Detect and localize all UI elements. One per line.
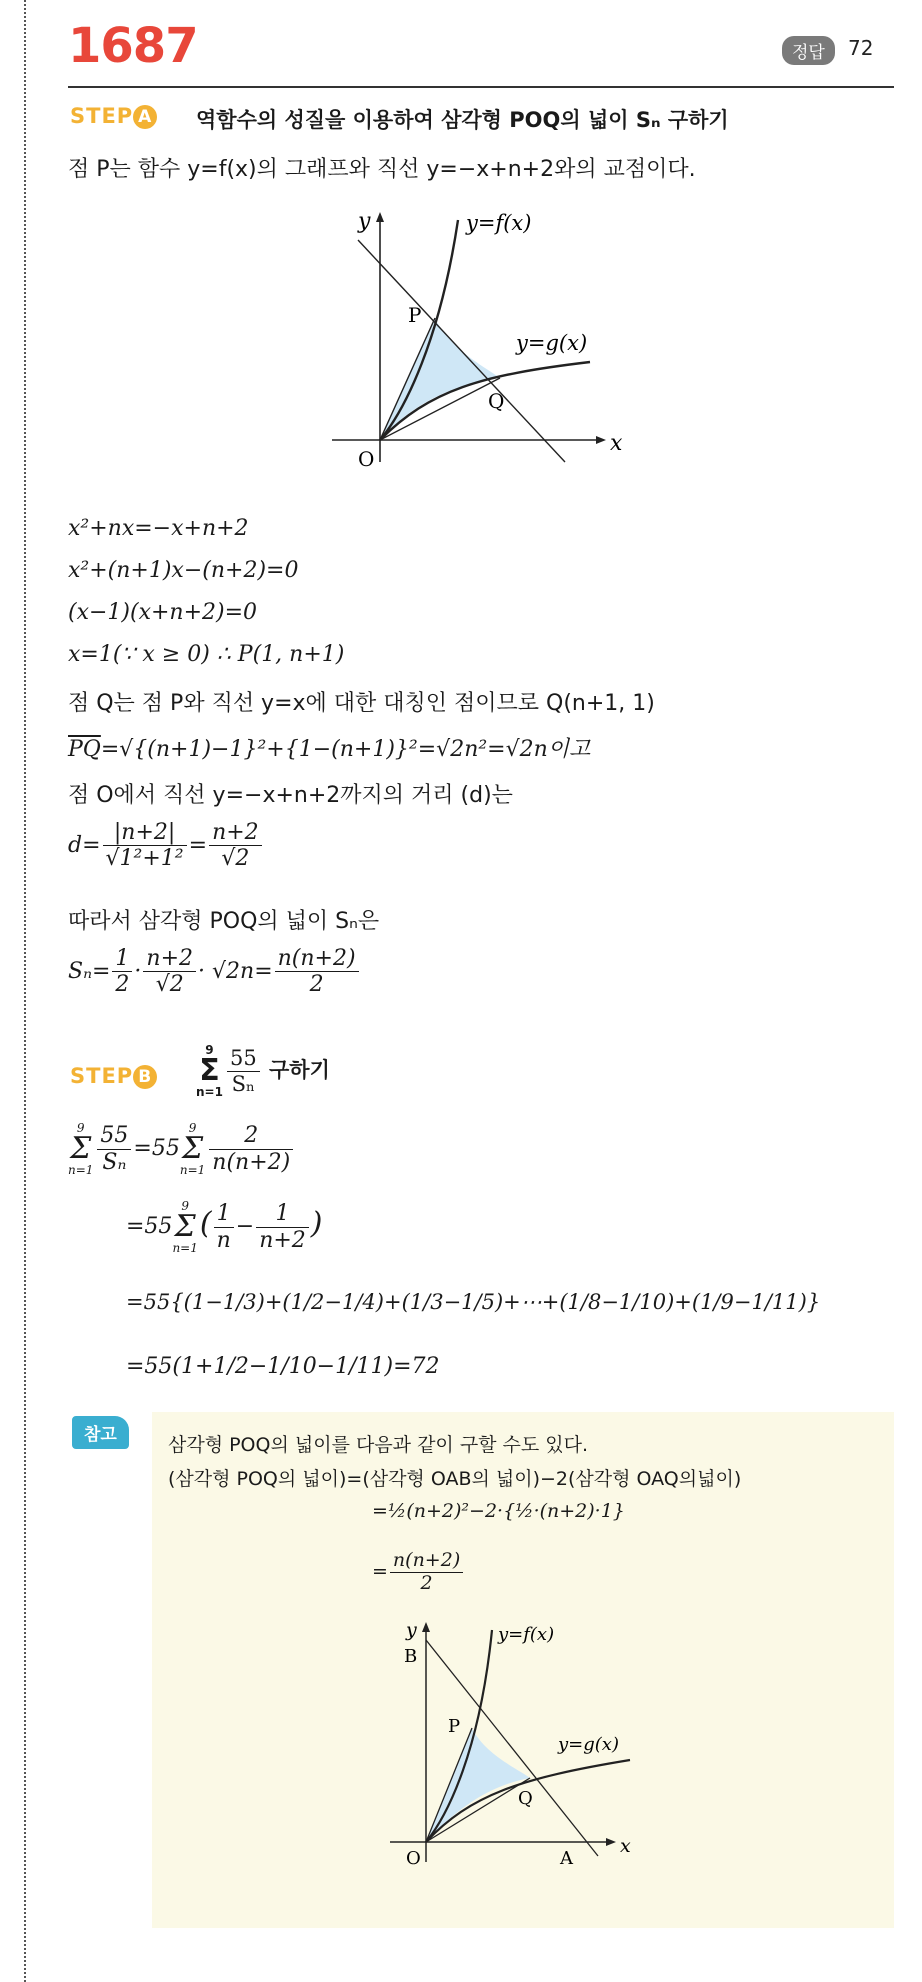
calc-row-2: =559 Σ n=1( $\frac{1}{n}$ − $\frac{1}{n+2}$ ): [126, 1199, 323, 1255]
x-axis-arrow-2: [606, 1838, 616, 1846]
q-label-2: Q: [518, 1788, 533, 1809]
b-label: B: [404, 1646, 418, 1667]
eq-line-9: 따라서 삼각형 POQ의 넓이 Sₙ은: [68, 909, 380, 934]
y-axis-arrow-2: [422, 1622, 430, 1632]
f-label-2: y=f(x): [498, 1624, 555, 1645]
answer-page-number: 72: [848, 36, 874, 60]
origin-label: O: [358, 447, 375, 470]
p-label: P: [408, 303, 422, 327]
eq-line-2: x²+(n+1)x−(n+2)=0: [68, 558, 299, 583]
note-tag: 참고: [72, 1416, 129, 1449]
y-axis-label-2: y: [406, 1619, 417, 1641]
note-line-2: (삼각형 POQ의 넓이)=(삼각형 OAB의 넓이)−2(삼각형 OAQ의넓이): [168, 1468, 742, 1490]
step-b-title: 9 Σ n=1 $\frac{55}{\text{Sₙ}}$ 구하기: [196, 1043, 330, 1099]
origin-label-2: O: [406, 1848, 421, 1869]
area-formula: Sₙ= $\frac{1}{2}$ · $\frac{n+2}{√2}$ · √2n= $\frac{n(n+2)}{2}$: [68, 946, 361, 998]
note-line-3: =½(n+2)²−2·{½·(n+2)·1}: [372, 1500, 625, 1522]
answer-badge: 정답: [782, 36, 835, 65]
note-line-1: 삼각형 POQ의 넓이를 다음과 같이 구할 수도 있다.: [168, 1434, 589, 1456]
calc-row-1: 9 Σ n=1 $\frac{55}{\text{Sₙ}}$ =559 Σ n=1 $\frac{2}{n(n+2)}$: [68, 1122, 295, 1176]
x-axis-label-2: x: [620, 1835, 631, 1857]
calc-row-4: =55(1+1/2−1/10−1/11)=72: [126, 1354, 440, 1379]
calc-row-3: =55{(1−1/3)+(1/2−1/4)+(1/3−1/5)+⋯+(1/8−1/10)+(1/9−1/11)}: [126, 1290, 821, 1314]
g-label-2: y=g(x): [558, 1734, 619, 1755]
distance-formula: d= $\frac{|n+2|}{\text{√1²+1²}}$ = $\frac{n+2}{√2}$: [68, 820, 264, 872]
figure-1-graph: [320, 200, 640, 470]
eq-line-5: 점 Q는 점 P와 직선 y=x에 대한 대칭인 점이므로 Q(n+1, 1): [68, 691, 655, 716]
note-line-4: = $\frac{n(n+2)}{2}$: [372, 1550, 465, 1595]
y-axis-label: y: [358, 209, 371, 234]
p-label-2: P: [448, 1716, 461, 1737]
x-axis-arrow: [596, 436, 606, 444]
step-a-label: STEP A: [70, 104, 157, 129]
pq-length: =√{(n+1)−1}²+{1−(n+1)}²=√2n²=√2n이고: [100, 737, 591, 762]
step-b-label: STEP B: [70, 1064, 157, 1089]
x-axis-label: x: [610, 431, 623, 456]
eq-line-4: x=1(∵ x ≥ 0) ∴ P(1, n+1): [68, 642, 345, 667]
page-margin-dots: [24, 0, 26, 1982]
y-axis-arrow: [376, 212, 384, 222]
shaded-triangle-region: [380, 318, 500, 440]
eq-line-6: [68, 732, 590, 763]
intro-line: 점 P는 함수 y=f(x)의 그래프와 직선 y=−x+n+2와의 교점이다.: [68, 157, 696, 182]
a-label: A: [560, 1848, 573, 1869]
eq-line-1: x²+nx=−x+n+2: [68, 516, 249, 541]
eq-line-7: 점 O에서 직선 y=−x+n+2까지의 거리 (d)는: [68, 783, 513, 808]
q-label: Q: [488, 389, 505, 413]
f-label: y=f(x): [466, 211, 532, 235]
pq-overline: $\overline{PQ}$: [68, 737, 101, 762]
figure-2-graph: [380, 1610, 680, 1870]
problem-number: 1687: [68, 18, 198, 74]
g-label: y=g(x): [516, 331, 588, 355]
curve-f: [380, 220, 458, 440]
step-a-title: 역함수의 성질을 이용하여 삼각형 POQ의 넓이 Sₙ 구하기: [196, 108, 729, 132]
eq-line-3: (x−1)(x+n+2)=0: [68, 600, 258, 625]
header-rule: [68, 86, 894, 88]
